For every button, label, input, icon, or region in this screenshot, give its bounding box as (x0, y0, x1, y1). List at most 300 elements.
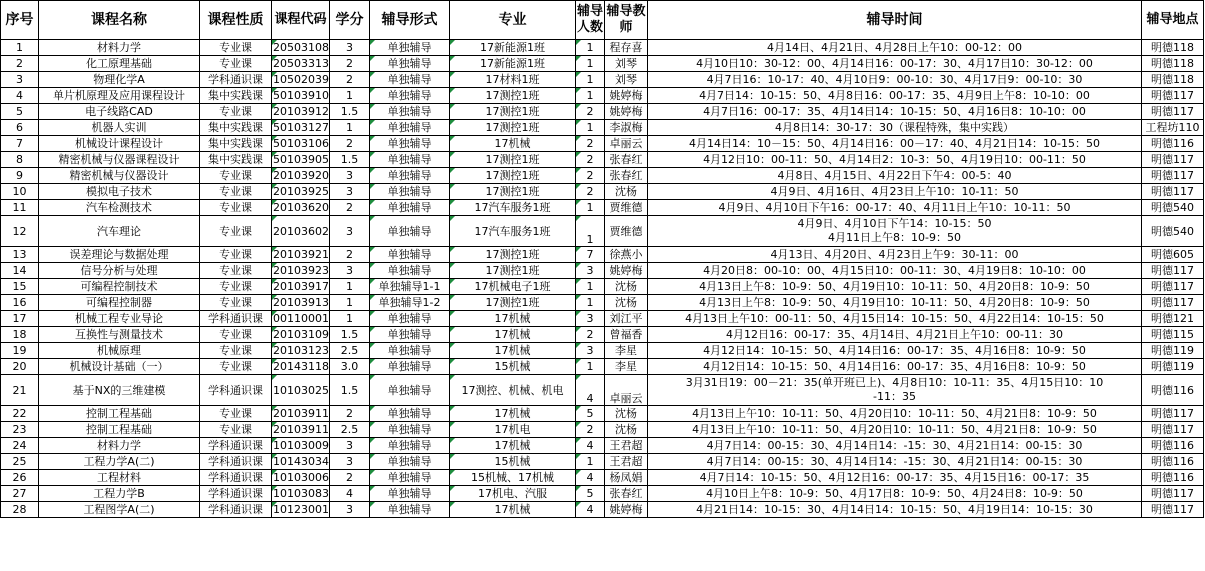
cell-teacher: 姚婷梅 (605, 502, 648, 518)
cell-course-code: 20103917 (273, 280, 329, 293)
cell-serial: 9 (1, 168, 39, 184)
cell-place: 明德117 (1142, 295, 1204, 311)
cell-place: 明德117 (1142, 168, 1204, 184)
cell-credit: 2 (330, 406, 370, 422)
table-row (1, 263, 1204, 279)
cell-course-code: 20103912 (273, 105, 329, 118)
cell-serial: 25 (1, 454, 39, 470)
cell-count: 4 (576, 375, 605, 406)
header-major: 专业 (450, 1, 576, 40)
cell-course-code: 20103620 (273, 201, 329, 214)
cell-credit: 4 (330, 486, 370, 502)
cell-count: 3 (576, 343, 605, 359)
cell-serial: 23 (1, 422, 39, 438)
header-serial: 序号 (1, 1, 39, 40)
cell-time-line-1: 4月9日、4月10日下午14：10-15：50 (797, 217, 992, 230)
cell-form: 单独辅导 (370, 104, 450, 120)
cell-form: 单独辅导 (370, 88, 450, 104)
table-row (1, 200, 1204, 216)
cell-place: 明德118 (1142, 40, 1204, 56)
cell-major: 17材料1班 (450, 72, 576, 88)
cell-course-code: 20503108 (273, 41, 329, 54)
cell-course-type: 专业课 (200, 327, 272, 343)
cell-count: 1 (576, 279, 605, 295)
cell-time: 4月20日8：00-10：00、4月15日10：00-11：30、4月19日8：10-10：00 (648, 263, 1142, 279)
cell-teacher: 王君超 (605, 454, 648, 470)
cell-course-name: 汽车理论 (39, 216, 200, 247)
cell-major: 17测控1班 (450, 120, 576, 136)
cell-serial: 12 (1, 216, 39, 247)
cell-place: 明德117 (1142, 104, 1204, 120)
cell-serial: 16 (1, 295, 39, 311)
cell-time: 4月7日14：00-15：30、4月14日14：-15：30、4月21日14：00-15：30 (648, 438, 1142, 454)
cell-count: 1 (576, 454, 605, 470)
cell-course-code: 10103006 (273, 471, 329, 484)
cell-course-name: 信号分析与处理 (39, 263, 200, 279)
cell-serial: 4 (1, 88, 39, 104)
cell-teacher: 贾维德 (605, 216, 648, 247)
cell-serial: 8 (1, 152, 39, 168)
cell-place: 明德117 (1142, 502, 1204, 518)
cell-course-type: 专业课 (200, 168, 272, 184)
cell-course-code: 20103911 (273, 407, 329, 420)
cell-credit: 1.5 (330, 152, 370, 168)
cell-time (648, 375, 1142, 406)
cell-place: 明德119 (1142, 343, 1204, 359)
cell-course-name: 工程图学A(二) (39, 502, 200, 518)
cell-teacher: 李星 (605, 343, 648, 359)
cell-form: 单独辅导1-1 (370, 279, 450, 295)
cell-course-name: 控制工程基础 (39, 422, 200, 438)
cell-place: 明德118 (1142, 56, 1204, 72)
cell-serial: 19 (1, 343, 39, 359)
cell-course-name: 工程材料 (39, 470, 200, 486)
cell-count: 2 (576, 422, 605, 438)
cell-place: 明德117 (1142, 422, 1204, 438)
header-course-type: 课程性质 (200, 1, 272, 40)
table-row (1, 40, 1204, 56)
cell-teacher: 徐燕小 (605, 247, 648, 263)
cell-credit: 1 (330, 88, 370, 104)
cell-course-code: 20143118 (273, 360, 329, 373)
cell-course-name: 基于NX的三维建模 (39, 375, 200, 406)
cell-serial: 3 (1, 72, 39, 88)
cell-course-name: 机械设计课程设计 (39, 136, 200, 152)
table-row (1, 422, 1204, 438)
cell-course-name: 可编程控制技术 (39, 279, 200, 295)
cell-course-name: 互换性与测量技术 (39, 327, 200, 343)
cell-teacher: 杨凤娟 (605, 470, 648, 486)
cell-course-name: 控制工程基础 (39, 406, 200, 422)
table-row (1, 470, 1204, 486)
cell-serial: 22 (1, 406, 39, 422)
cell-course-name: 化工原理基础 (39, 56, 200, 72)
cell-course-code: 20103923 (273, 264, 329, 277)
cell-credit: 3 (330, 184, 370, 200)
cell-form: 单独辅导 (370, 168, 450, 184)
cell-major: 17汽车服务1班 (450, 216, 576, 247)
cell-place: 明德119 (1142, 359, 1204, 375)
table-row (1, 88, 1204, 104)
cell-course-name: 模拟电子技术 (39, 184, 200, 200)
cell-count: 2 (576, 104, 605, 120)
cell-count: 1 (576, 295, 605, 311)
table-row (1, 136, 1204, 152)
table-row (1, 216, 1204, 247)
cell-count: 5 (576, 486, 605, 502)
cell-course-code: 20103913 (273, 296, 329, 309)
table-row (1, 406, 1204, 422)
cell-course-code: 00110001 (273, 312, 329, 325)
cell-major: 17测控1班 (450, 295, 576, 311)
cell-time: 4月7日16：00-17：35、4月14日14：10-15：50、4月16日8：10-10：00 (648, 104, 1142, 120)
cell-time: 4月7日14：10-15：50、4月12日16：00-17：35、4月15日16：00-17：35 (648, 470, 1142, 486)
cell-teacher: 李淑梅 (605, 120, 648, 136)
cell-major: 15机械、17机械 (450, 470, 576, 486)
cell-major: 17测控1班 (450, 104, 576, 120)
cell-course-name: 工程力学A(二) (39, 454, 200, 470)
cell-count: 1 (576, 359, 605, 375)
cell-major: 15机械 (450, 359, 576, 375)
cell-credit: 2 (330, 200, 370, 216)
cell-course-code: 10143034 (273, 455, 329, 468)
cell-course-code: 50103127 (273, 121, 329, 134)
table-row (1, 486, 1204, 502)
cell-time: 4月9日、4月10日下午16：00-17：40、4月11日上午10：10-11：50 (648, 200, 1142, 216)
cell-course-name: 材料力学 (39, 40, 200, 56)
cell-major: 17机械 (450, 438, 576, 454)
cell-form: 单独辅导 (370, 120, 450, 136)
cell-course-code: 20103920 (273, 169, 329, 182)
cell-course-type: 专业课 (200, 56, 272, 72)
cell-course-type: 专业课 (200, 406, 272, 422)
cell-course-type: 学科通识课 (200, 454, 272, 470)
cell-place: 明德117 (1142, 406, 1204, 422)
table-row (1, 295, 1204, 311)
cell-time (648, 216, 1142, 247)
cell-place: 明德115 (1142, 327, 1204, 343)
cell-course-type: 集中实践课 (200, 152, 272, 168)
cell-major: 17机械电子1班 (450, 279, 576, 295)
cell-credit: 3 (330, 263, 370, 279)
cell-form: 单独辅导 (370, 40, 450, 56)
cell-serial: 21 (1, 375, 39, 406)
cell-course-name: 物理化学A (39, 72, 200, 88)
cell-course-type: 集中实践课 (200, 88, 272, 104)
cell-course-type: 集中实践课 (200, 120, 272, 136)
cell-major: 17机械 (450, 502, 576, 518)
cell-major: 15机械 (450, 454, 576, 470)
cell-course-code: 20103123 (273, 344, 329, 357)
cell-time-line-1: 3月31日19：00－21：35(单开班已上)、4月8日10：10-11：35、4月15日10：10 (685, 376, 1104, 389)
cell-course-name: 精密机械与仪器课程设计 (39, 152, 200, 168)
cell-major: 17测控1班 (450, 247, 576, 263)
cell-count: 1 (576, 40, 605, 56)
cell-teacher: 卓丽云 (605, 136, 648, 152)
cell-teacher: 张春红 (605, 152, 648, 168)
cell-count: 1 (576, 56, 605, 72)
cell-count: 1 (576, 88, 605, 104)
cell-count: 2 (576, 152, 605, 168)
cell-serial: 1 (1, 40, 39, 56)
cell-teacher: 李星 (605, 359, 648, 375)
table-row (1, 56, 1204, 72)
cell-place: 工程坊110 (1142, 120, 1204, 136)
cell-credit: 1 (330, 120, 370, 136)
cell-major: 17测控、机械、机电 (450, 375, 576, 406)
cell-credit: 2 (330, 72, 370, 88)
table-row (1, 343, 1204, 359)
cell-major: 17测控1班 (450, 184, 576, 200)
cell-course-type: 专业课 (200, 200, 272, 216)
cell-course-code: 10502039 (273, 73, 329, 86)
cell-course-type: 集中实践课 (200, 136, 272, 152)
cell-course-code: 50103106 (273, 137, 329, 150)
cell-count: 7 (576, 247, 605, 263)
cell-teacher: 姚婷梅 (605, 104, 648, 120)
cell-course-name: 机械工程专业导论 (39, 311, 200, 327)
cell-credit: 3 (330, 216, 370, 247)
header-course-code: 课程代码 (272, 1, 330, 40)
cell-course-type: 专业课 (200, 359, 272, 375)
cell-course-code: 20103602 (272, 216, 330, 247)
cell-form: 单独辅导 (370, 454, 450, 470)
cell-time: 4月9日、4月16日、4月23日上午10：10-11：50 (648, 184, 1142, 200)
cell-serial: 5 (1, 104, 39, 120)
cell-count: 1 (576, 72, 605, 88)
cell-teacher: 贾维德 (605, 200, 648, 216)
cell-place: 明德117 (1142, 486, 1204, 502)
cell-credit: 2.5 (330, 343, 370, 359)
cell-teacher: 沈杨 (605, 295, 648, 311)
cell-course-type: 专业课 (200, 184, 272, 200)
cell-teacher: 张春红 (605, 486, 648, 502)
cell-count: 4 (576, 470, 605, 486)
cell-time: 4月14日14：10－15：50、4月14日16：00－17：40、4月21日14：10-15：50 (648, 136, 1142, 152)
table-row (1, 502, 1204, 518)
cell-form: 单独辅导 (370, 152, 450, 168)
cell-form: 单独辅导 (370, 136, 450, 152)
header-form: 辅导形式 (370, 1, 450, 40)
cell-course-type: 专业课 (200, 247, 272, 263)
cell-serial: 6 (1, 120, 39, 136)
cell-time: 4月13日上午8：10-9：50、4月19日10：10-11：50、4月20日8：10-9：50 (648, 279, 1142, 295)
cell-teacher: 沈杨 (605, 422, 648, 438)
cell-count: 1 (576, 216, 605, 247)
cell-place: 明德116 (1142, 136, 1204, 152)
cell-credit: 2 (330, 136, 370, 152)
cell-teacher: 王君超 (605, 438, 648, 454)
cell-major: 17测控1班 (450, 88, 576, 104)
table-body (1, 40, 1204, 518)
cell-place: 明德118 (1142, 72, 1204, 88)
cell-count: 2 (576, 168, 605, 184)
cell-place: 明德116 (1142, 375, 1204, 406)
header-place: 辅导地点 (1142, 1, 1204, 40)
cell-time-line-2: 4月11日上午8：10-9：50 (828, 231, 961, 244)
cell-place: 明德117 (1142, 263, 1204, 279)
cell-teacher: 沈杨 (605, 279, 648, 295)
cell-course-name: 机械原理 (39, 343, 200, 359)
cell-serial: 10 (1, 184, 39, 200)
table-row (1, 104, 1204, 120)
cell-time: 4月10日10：30-12：00、4月14日16：00-17：30、4月17日10：30-12：00 (648, 56, 1142, 72)
cell-course-type: 学科通识课 (200, 438, 272, 454)
cell-teacher: 卓丽云 (605, 375, 648, 406)
header-count: 辅导人数 (576, 1, 605, 40)
cell-teacher: 姚婷梅 (605, 88, 648, 104)
header-course-name: 课程名称 (39, 1, 200, 40)
cell-place: 明德117 (1142, 279, 1204, 295)
cell-place: 明德116 (1142, 470, 1204, 486)
cell-course-type: 专业课 (200, 279, 272, 295)
cell-course-name: 可编程控制器 (39, 295, 200, 311)
cell-course-code: 10103083 (273, 487, 329, 500)
cell-course-type: 学科通识课 (200, 470, 272, 486)
cell-time: 4月12日16：00-17：35、4月14日、4月21日上午10：00-11：30 (648, 327, 1142, 343)
cell-serial: 24 (1, 438, 39, 454)
cell-time: 4月13日上午10：00-11：50、4月15日14：10-15：50、4月22日14：10-15：50 (648, 311, 1142, 327)
cell-form: 单独辅导 (370, 438, 450, 454)
cell-credit: 3 (330, 40, 370, 56)
cell-course-code: 50103905 (273, 153, 329, 166)
cell-form: 单独辅导 (370, 263, 450, 279)
cell-major: 17测控1班 (450, 168, 576, 184)
cell-teacher: 曾福香 (605, 327, 648, 343)
cell-credit: 1 (330, 295, 370, 311)
header-row (1, 1, 1204, 40)
cell-credit: 2 (330, 470, 370, 486)
table-row (1, 168, 1204, 184)
cell-form: 单独辅导 (370, 247, 450, 263)
cell-major: 17测控1班 (450, 263, 576, 279)
cell-form: 单独辅导 (370, 406, 450, 422)
cell-form: 单独辅导 (370, 184, 450, 200)
cell-form: 单独辅导 (370, 359, 450, 375)
cell-teacher: 姚婷梅 (605, 263, 648, 279)
table-row (1, 120, 1204, 136)
cell-course-name: 机器人实训 (39, 120, 200, 136)
cell-course-type: 专业课 (200, 40, 272, 56)
cell-course-type: 专业课 (200, 422, 272, 438)
table-row (1, 311, 1204, 327)
cell-credit: 1 (330, 279, 370, 295)
cell-count: 4 (576, 438, 605, 454)
cell-place: 明德121 (1142, 311, 1204, 327)
table-row (1, 327, 1204, 343)
cell-time-line-2: -11：35 (873, 390, 916, 403)
cell-course-type: 专业课 (200, 295, 272, 311)
cell-major: 17机械 (450, 406, 576, 422)
cell-credit: 2 (330, 56, 370, 72)
cell-course-code: 20503313 (273, 57, 329, 70)
cell-form: 单独辅导1-2 (370, 295, 450, 311)
cell-form: 单独辅导 (370, 72, 450, 88)
cell-form: 单独辅导 (370, 343, 450, 359)
cell-course-code: 50103910 (273, 89, 329, 102)
cell-place: 明德605 (1142, 247, 1204, 263)
cell-serial: 14 (1, 263, 39, 279)
cell-time: 4月13日、4月20日、4月23日上午9：30-11：00 (648, 247, 1142, 263)
cell-course-code: 10103009 (273, 439, 329, 452)
cell-time: 4月7日14：00-15：30、4月14日14：-15：30、4月21日14：00-15：30 (648, 454, 1142, 470)
cell-form: 单独辅导 (370, 502, 450, 518)
table-row (1, 359, 1204, 375)
cell-course-type: 学科通识课 (200, 486, 272, 502)
cell-credit: 1.5 (330, 327, 370, 343)
cell-time: 4月7日14：10-15：50、4月8日16：00-17：35、4月9日上午8：10-10：00 (648, 88, 1142, 104)
cell-teacher: 沈杨 (605, 184, 648, 200)
cell-course-type: 专业课 (200, 263, 272, 279)
cell-major: 17汽车服务1班 (450, 200, 576, 216)
cell-course-name: 机械设计基础（一） (39, 359, 200, 375)
cell-serial: 28 (1, 502, 39, 518)
cell-place: 明德117 (1142, 184, 1204, 200)
cell-serial: 17 (1, 311, 39, 327)
cell-major: 17机电 (450, 422, 576, 438)
cell-course-name: 单片机原理及应用课程设计 (39, 88, 200, 104)
cell-serial: 26 (1, 470, 39, 486)
cell-serial: 13 (1, 247, 39, 263)
cell-form: 单独辅导 (370, 375, 450, 406)
cell-place: 明德540 (1142, 216, 1204, 247)
table-row (1, 375, 1204, 406)
cell-credit: 1.5 (330, 375, 370, 406)
cell-credit: 3 (330, 438, 370, 454)
cell-teacher: 沈杨 (605, 406, 648, 422)
cell-course-type: 专业课 (200, 343, 272, 359)
cell-course-type: 学科通识课 (200, 311, 272, 327)
cell-count: 1 (576, 200, 605, 216)
table-row (1, 152, 1204, 168)
cell-time: 4月13日上午10：10-11：50、4月20日10：10-11：50、4月21日8：10-9：50 (648, 422, 1142, 438)
cell-major: 17新能源1班 (450, 40, 576, 56)
cell-time: 4月12日14：10-15：50、4月14日16：00-17：35、4月16日8：10-9：50 (648, 359, 1142, 375)
cell-form: 单独辅导 (370, 486, 450, 502)
cell-course-name: 电子线路CAD (39, 104, 200, 120)
cell-major: 17机械 (450, 311, 576, 327)
cell-credit: 3 (330, 502, 370, 518)
cell-time: 4月7日16：10-17：40、4月10日9：00-10：30、4月17日9：00-10：30 (648, 72, 1142, 88)
cell-major: 17测控1班 (450, 152, 576, 168)
cell-major: 17机电、汽服 (450, 486, 576, 502)
cell-course-code: 20103109 (273, 328, 329, 341)
table-row (1, 279, 1204, 295)
header-teacher: 辅导教师 (605, 1, 648, 40)
cell-form: 单独辅导 (370, 56, 450, 72)
cell-major: 17新能源1班 (450, 56, 576, 72)
cell-course-name: 误差理论与数据处理 (39, 247, 200, 263)
cell-course-type: 学科通识课 (200, 502, 272, 518)
cell-major: 17机械 (450, 136, 576, 152)
table-row (1, 438, 1204, 454)
cell-count: 3 (576, 311, 605, 327)
cell-count: 5 (576, 406, 605, 422)
cell-credit: 3 (330, 454, 370, 470)
cell-course-type: 学科通识课 (200, 375, 272, 406)
cell-time: 4月8日、4月15日、4月22日下午4：00-5：40 (648, 168, 1142, 184)
cell-time: 4月13日上午10：10-11：50、4月20日10：10-11：50、4月21日8：10-9：50 (648, 406, 1142, 422)
cell-teacher: 张春红 (605, 168, 648, 184)
cell-course-code: 20103925 (273, 185, 329, 198)
cell-count: 2 (576, 184, 605, 200)
cell-course-type: 学科通识课 (200, 72, 272, 88)
cell-place: 明德116 (1142, 454, 1204, 470)
cell-form: 单独辅导 (370, 216, 450, 247)
cell-form: 单独辅导 (370, 422, 450, 438)
cell-course-code: 20103911 (273, 423, 329, 436)
cell-credit: 2 (330, 247, 370, 263)
